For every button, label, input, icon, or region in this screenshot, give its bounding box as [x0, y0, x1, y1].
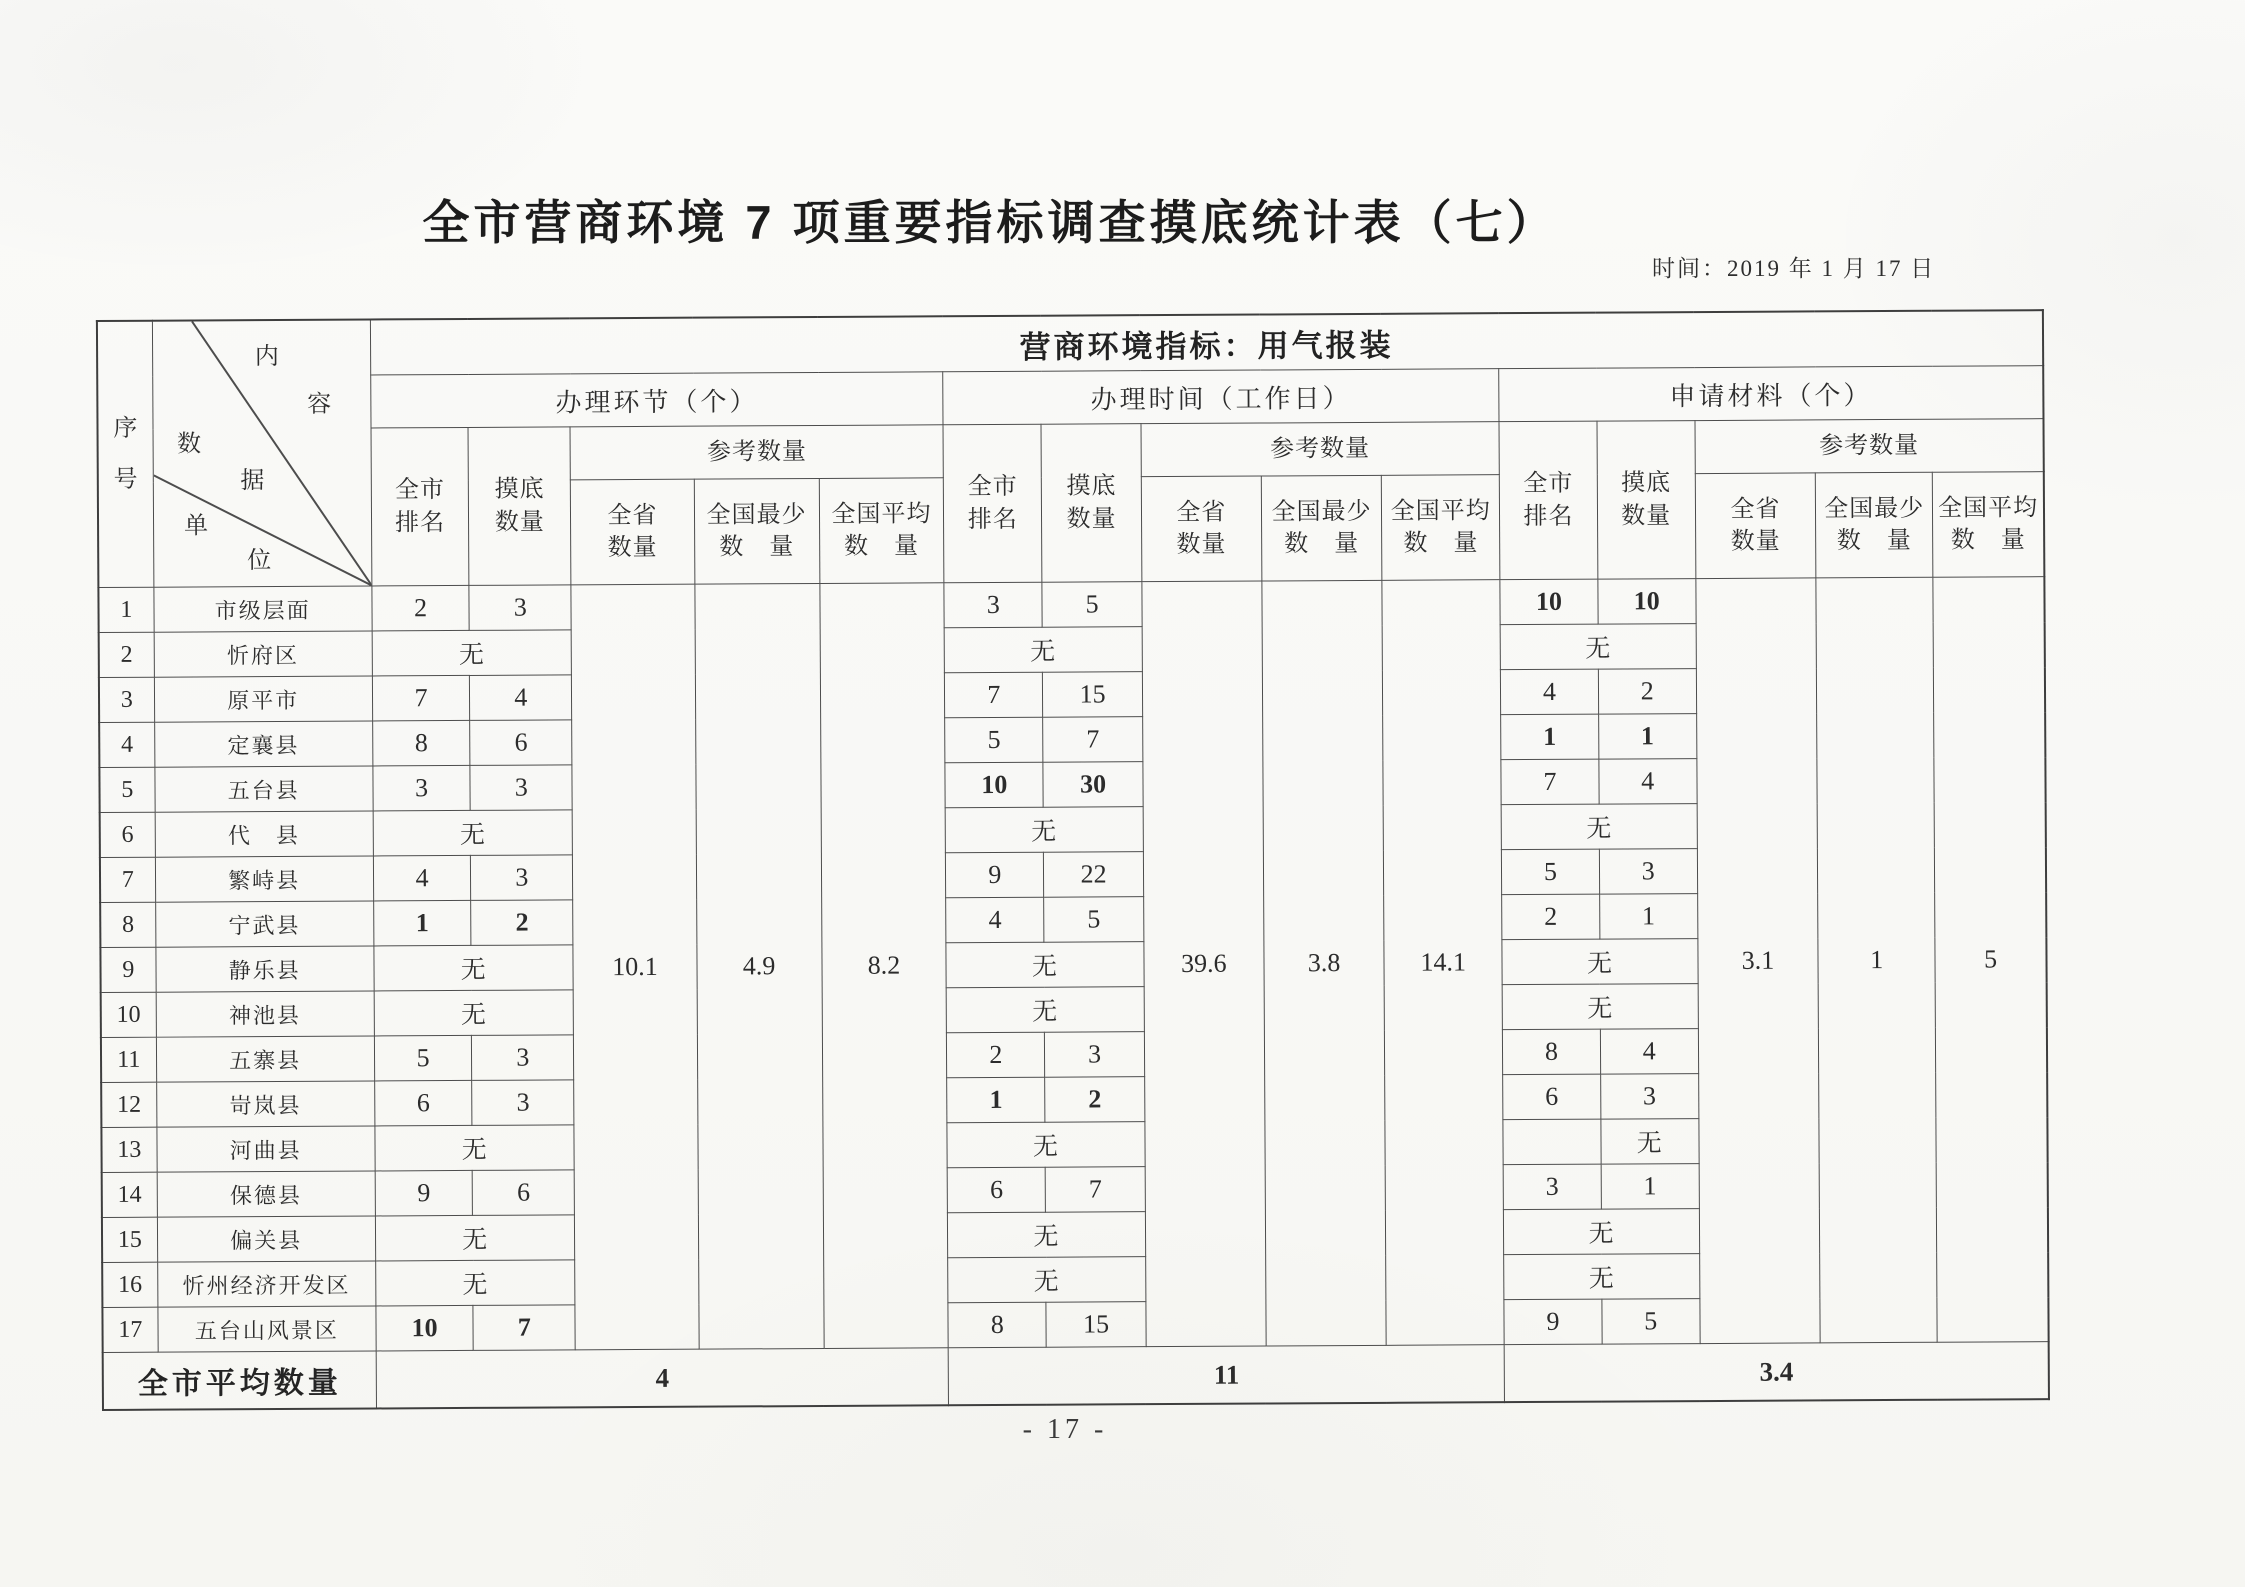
district-name: 定襄县	[154, 721, 373, 767]
rank-cell: 8	[373, 720, 471, 766]
rank-cell: 3	[373, 765, 471, 811]
col-header-survey-qty: 摸底 数量	[1597, 421, 1696, 580]
no-data-cell: 无	[946, 942, 1144, 988]
col-header-national-avg: 全国平均 数 量	[819, 478, 944, 584]
survey-cell: 2	[1598, 669, 1697, 715]
rank-cell: 4	[946, 897, 1045, 943]
survey-cell: 2	[1045, 1077, 1144, 1123]
rank-cell: 3	[944, 582, 1043, 628]
footer-avg-steps: 4	[376, 1348, 949, 1409]
survey-cell: 5	[1044, 897, 1143, 943]
no-data-cell: 无	[948, 1257, 1146, 1303]
date-label: 时间：2019 年 1 月 17 日	[1652, 256, 1936, 281]
rank-cell: 4	[1501, 669, 1599, 715]
survey-cell: 1	[1598, 714, 1697, 760]
row-number: 15	[102, 1217, 157, 1262]
rank-cell: 10	[1500, 579, 1598, 625]
survey-cell: 3	[469, 585, 571, 631]
row-number: 14	[102, 1172, 157, 1217]
diag-content-char: 容	[307, 391, 332, 418]
survey-cell: 4	[470, 675, 572, 721]
col-header-reference: 参考数量	[570, 425, 943, 480]
reference-national-avg-value: 8.2	[820, 583, 949, 1349]
no-data-cell: 无	[1501, 804, 1697, 850]
rank-cell: 10	[376, 1305, 474, 1351]
rank-cell: 7	[372, 675, 470, 721]
reference-national-min-value: 4.9	[694, 583, 823, 1349]
statistics-table	[96, 309, 2050, 1411]
col-header-national-min: 全国最少 数 量	[1261, 475, 1382, 581]
indicator-header: 营商环境指标：用气报装	[370, 310, 2043, 375]
district-name: 神池县	[156, 991, 375, 1037]
rank-cell: 3	[1503, 1164, 1601, 1210]
district-name: 市级层面	[153, 586, 372, 632]
table-body	[98, 577, 2048, 1353]
rank-cell: 6	[375, 1080, 473, 1126]
district-name: 繁峙县	[155, 856, 374, 902]
col-header-national-min: 全国最少 数 量	[1815, 472, 1933, 578]
rank-cell: 4	[373, 855, 471, 901]
district-name: 河曲县	[156, 1126, 375, 1172]
page-number: - 17 -	[1022, 1414, 1108, 1445]
diagonal-corner-cell	[152, 319, 372, 587]
no-data-cell: 无	[945, 807, 1143, 853]
no-data-cell: 无	[376, 1260, 576, 1306]
district-row	[98, 577, 2044, 633]
col-header-city-rank: 全市 排名	[1499, 421, 1597, 580]
row-number: 12	[101, 1082, 156, 1127]
rank-cell: 10	[945, 762, 1044, 808]
section-title-time: 办理时间（工作日）	[943, 369, 1499, 425]
col-header-province-qty: 全省 数量	[571, 479, 695, 585]
no-data-cell: 无	[947, 1122, 1145, 1168]
survey-cell: 15	[1043, 672, 1142, 718]
district-name: 五寨县	[156, 1036, 375, 1082]
row-number: 13	[101, 1127, 156, 1172]
rank-cell	[1503, 1119, 1601, 1165]
no-data-cell: 无	[1502, 984, 1698, 1030]
survey-cell: 10	[1597, 579, 1696, 625]
survey-cell: 22	[1044, 852, 1143, 898]
rank-cell: 2	[947, 1032, 1046, 1078]
rank-cell: 2	[1502, 894, 1600, 940]
district-name: 静乐县	[155, 946, 374, 992]
rank-cell: 5	[1502, 849, 1600, 895]
no-data-cell: 无	[374, 990, 574, 1036]
survey-cell: 5	[1601, 1299, 1700, 1345]
district-name: 保德县	[157, 1171, 376, 1217]
diag-unit-char: 单	[183, 513, 209, 540]
no-data-cell: 无	[375, 1125, 575, 1171]
row-number: 5	[99, 767, 154, 812]
district-name: 忻府区	[154, 631, 373, 677]
survey-cell: 3	[471, 855, 573, 901]
survey-cell: 7	[473, 1305, 575, 1351]
no-data-cell: 无	[1502, 939, 1698, 985]
rank-cell: 5	[945, 717, 1044, 763]
no-data-cell: 无	[372, 630, 572, 676]
reference-province-value: 39.6	[1142, 581, 1267, 1347]
reference-national-min-value: 3.8	[1262, 580, 1387, 1346]
survey-cell: 7	[1046, 1167, 1145, 1213]
col-header-city-rank: 全市 排名	[943, 424, 1042, 583]
no-data-cell: 无	[948, 1212, 1146, 1258]
section-title-materials: 申请材料（个）	[1499, 366, 2043, 422]
rank-cell: 8	[1503, 1029, 1601, 1075]
col-header-national-min: 全国最少 数 量	[694, 478, 820, 584]
row-number: 3	[99, 677, 154, 722]
survey-cell: 3	[1600, 1074, 1699, 1120]
rank-cell: 9	[946, 852, 1045, 898]
rank-cell: 2	[372, 585, 470, 631]
row-number: 6	[100, 812, 155, 857]
col-header-survey-qty: 摸底 数量	[468, 427, 571, 586]
diag-data-char: 数	[177, 431, 202, 458]
district-name: 五台县	[154, 766, 373, 812]
survey-cell: 3	[472, 1035, 574, 1081]
district-name: 忻州经济开发区	[157, 1261, 376, 1307]
footer-avg-materials: 3.4	[1504, 1342, 2049, 1403]
row-number: 11	[101, 1037, 156, 1082]
row-number: 9	[100, 947, 155, 992]
reference-national-avg-value: 5	[1933, 577, 2049, 1343]
no-data-cell: 无	[1600, 1119, 1699, 1165]
col-header-province-qty: 全省 数量	[1695, 473, 1816, 579]
serial-header	[97, 321, 154, 588]
survey-cell: 1	[1599, 894, 1698, 940]
survey-cell: 2	[471, 900, 573, 946]
no-data-cell: 无	[375, 1215, 575, 1261]
survey-cell: 30	[1043, 762, 1142, 808]
col-header-national-avg: 全国平均 数 量	[1933, 472, 2045, 578]
survey-cell: 6	[472, 1170, 574, 1216]
section-title-steps: 办理环节（个）	[371, 372, 944, 428]
survey-cell: 3	[1045, 1032, 1144, 1078]
district-name: 宁武县	[155, 901, 374, 947]
page-title: 全市营商环境 7 项重要指标调查摸底统计表（七）	[422, 196, 1558, 249]
reference-national-avg-value: 14.1	[1382, 580, 1504, 1346]
district-name: 偏关县	[157, 1216, 376, 1262]
row-number: 4	[99, 722, 154, 767]
rank-cell: 7	[1501, 759, 1599, 805]
rank-cell: 1	[947, 1077, 1046, 1123]
row-number: 16	[102, 1262, 157, 1307]
no-data-cell: 无	[1504, 1254, 1700, 1300]
indicator-table	[96, 309, 2050, 1411]
reference-province-value: 3.1	[1696, 578, 1821, 1344]
survey-cell: 5	[1042, 582, 1141, 628]
diag-data-char: 据	[240, 468, 265, 495]
footer-row	[103, 1342, 2049, 1410]
row-number: 7	[100, 857, 155, 902]
row-number: 8	[100, 902, 155, 947]
no-data-cell: 无	[373, 810, 573, 856]
no-data-cell: 无	[374, 945, 574, 991]
rank-cell: 5	[374, 1035, 472, 1081]
row-number: 1	[98, 587, 153, 632]
survey-cell: 1	[1601, 1164, 1700, 1210]
rank-cell: 8	[948, 1302, 1047, 1348]
diag-content-char: 内	[254, 343, 279, 370]
col-header-city-rank: 全市 排名	[371, 427, 469, 586]
col-header-reference: 参考数量	[1141, 422, 1500, 477]
col-header-province-qty: 全省 数量	[1141, 476, 1262, 582]
col-header-survey-qty: 摸底 数量	[1041, 424, 1141, 583]
serial-header-label: 序号	[113, 415, 138, 493]
row-number: 2	[99, 632, 154, 677]
reference-province-value: 10.1	[571, 584, 698, 1350]
rank-cell: 1	[374, 900, 472, 946]
survey-cell: 3	[1599, 849, 1698, 895]
no-data-cell: 无	[1500, 624, 1696, 670]
col-header-reference: 参考数量	[1695, 419, 2044, 474]
survey-cell: 3	[470, 765, 572, 811]
rank-cell: 9	[375, 1170, 473, 1216]
district-name: 岢岚县	[156, 1081, 375, 1127]
survey-cell: 7	[1043, 717, 1142, 763]
footer-avg-time: 11	[948, 1345, 1504, 1406]
diag-unit-char: 位	[247, 547, 272, 575]
district-name: 五台山风景区	[157, 1306, 376, 1352]
survey-cell: 6	[470, 720, 572, 766]
survey-cell: 4	[1600, 1029, 1699, 1075]
row-number: 10	[101, 992, 156, 1037]
rank-cell: 6	[1503, 1074, 1601, 1120]
rank-cell: 1	[1501, 714, 1599, 760]
district-name: 原平市	[154, 676, 373, 722]
survey-cell: 15	[1046, 1302, 1145, 1348]
col-header-national-avg: 全国平均 数 量	[1381, 475, 1500, 581]
row-number: 17	[102, 1307, 157, 1352]
reference-national-min-value: 1	[1816, 577, 1937, 1343]
no-data-cell: 无	[944, 627, 1142, 673]
district-name: 代 县	[155, 811, 374, 857]
no-data-cell: 无	[1504, 1209, 1700, 1255]
survey-cell: 3	[472, 1080, 574, 1126]
survey-cell: 4	[1598, 759, 1697, 805]
no-data-cell: 无	[946, 987, 1144, 1033]
footer-label: 全市平均数量	[103, 1351, 377, 1410]
rank-cell: 9	[1504, 1299, 1602, 1345]
rank-cell: 7	[945, 672, 1044, 718]
rank-cell: 6	[947, 1167, 1046, 1213]
